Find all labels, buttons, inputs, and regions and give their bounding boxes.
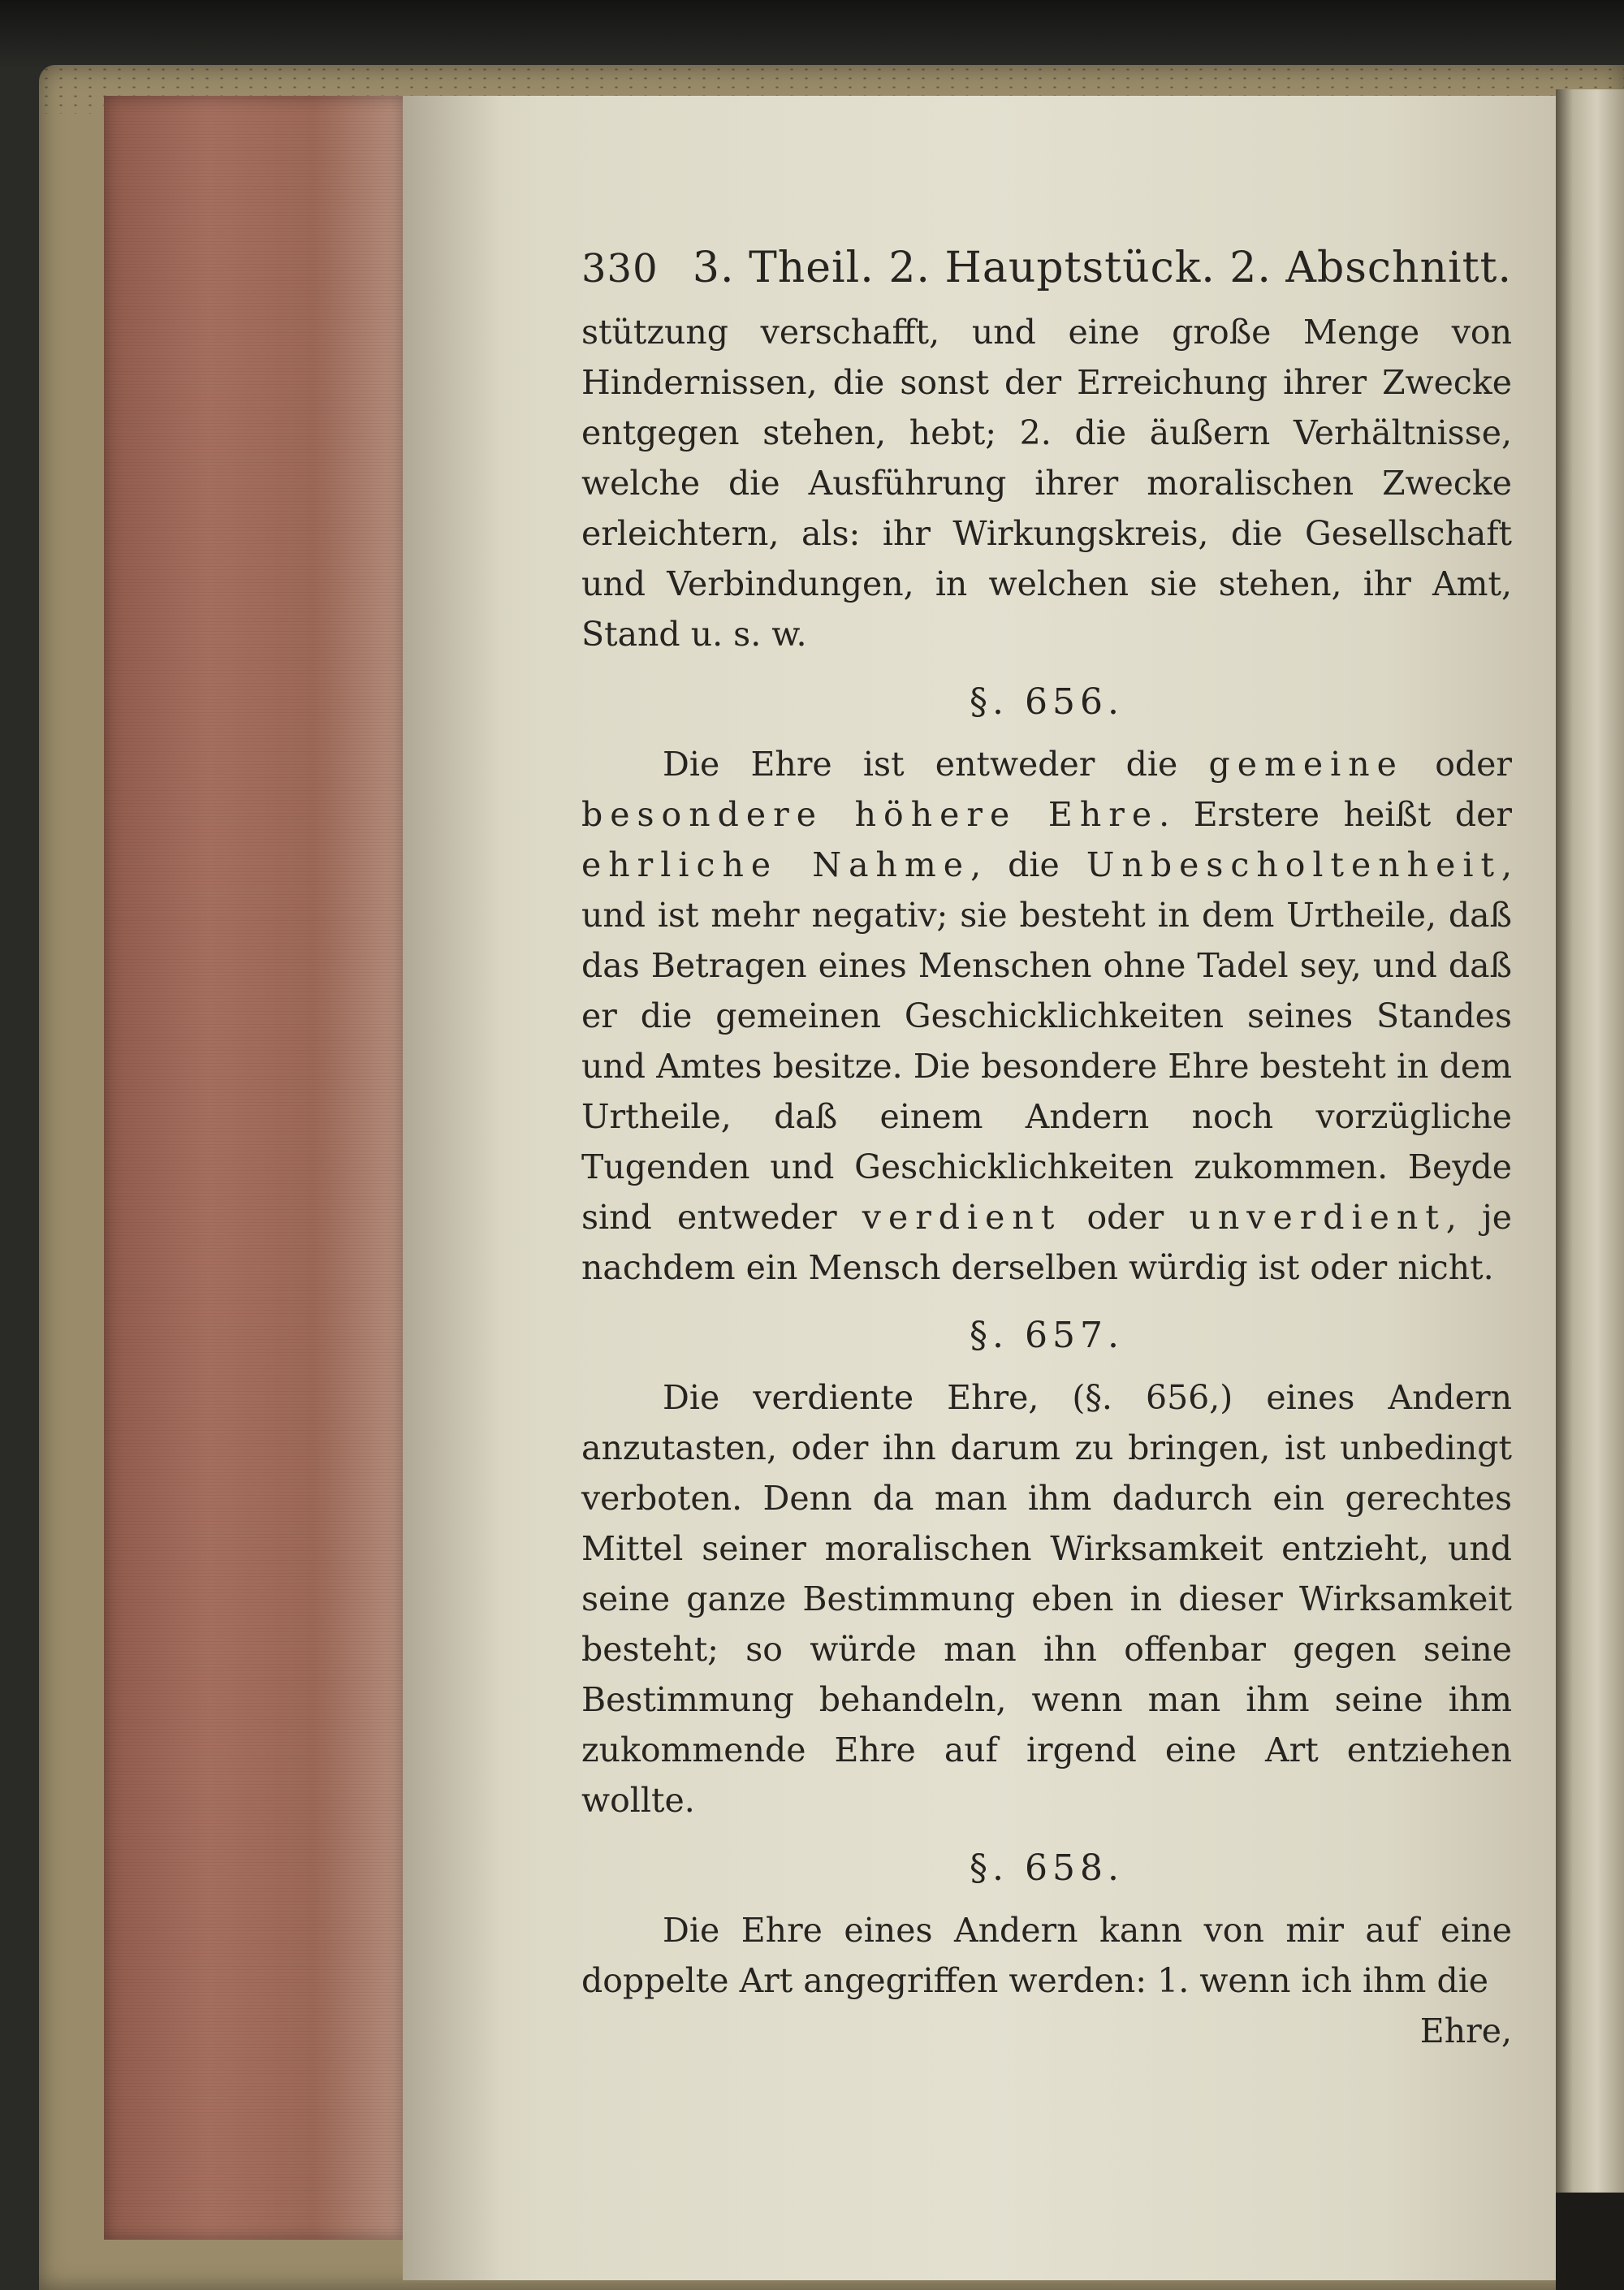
page-number: 330 [581, 246, 659, 292]
section-heading-658: §. 658. [970, 1847, 1124, 1889]
emphasis-verdient: verdient [862, 1198, 1062, 1237]
text-run: , je nachdem ein Mensch derselben würdig ist oder nicht. [581, 1198, 1513, 1287]
background-corner [1556, 2193, 1624, 2290]
text-run: Die Ehre ist entweder die [663, 745, 1209, 784]
emphasis-gemeine: gemeine [1208, 745, 1404, 784]
text-run: oder [1061, 1198, 1190, 1237]
background-top [0, 0, 1624, 73]
paragraph-657: Die verdiente Ehre, (§. 656,) eines Andern anzutasten, oder ihn darum zu bringen, ist unbedingt verboten. Denn da man ihm dadurch ein gerechtes Mittel seiner moralischen Wirksamkeit entzieht, und seine ganze Bestimmung eben in dieser Wirksamkeit besteht; so würde man ihn offenbar gegen seine Bestimmung behandeln, wenn man ihm seine ihm zukommende Ehre auf irgend eine Art entziehen wollte. [581, 1378, 1512, 1820]
emphasis-ehrliche-nahme: ehrliche Nahme [581, 845, 971, 884]
running-header [581, 244, 1512, 292]
paragraph-658: Die Ehre eines Andern kann von mir auf eine doppelte Art angegriffen werden: 1. wenn ich ihm die [581, 1911, 1512, 2000]
emphasis-besondere: besondere höhere Ehre [581, 795, 1160, 834]
text-run: oder [1403, 745, 1512, 784]
text-run: , die [970, 845, 1086, 884]
paragraph-continued: stützung verschafft, und eine große Menge von Hindernissen, die sonst der Erreichung ihrer Zwecke entgegen stehen, hebt; 2. die äußern Verhältnisse, welche die Ausführung ihrer moralischen Zwecke erleichtern, als: ihr Wirkungskreis, die Gesellschaft und Verbindungen, in welchen sie stehen, ihr Amt, Stand u. s. w. [581, 313, 1512, 654]
next-page-gutter [1556, 89, 1624, 2290]
section-heading-657: §. 657. [970, 1315, 1124, 1356]
page-edge-texture [104, 96, 404, 2240]
emphasis-unbescholtenheit: Unbescholtenheit [1086, 845, 1501, 884]
text-run: . Erstere heißt der [1159, 795, 1512, 834]
catchword: Ehre, [1419, 2011, 1512, 2050]
emphasis-unverdient: unverdient [1189, 1198, 1446, 1237]
page-text-block [581, 244, 1512, 2056]
paragraph-656 [581, 739, 1512, 1293]
section-heading-656: §. 656. [970, 681, 1124, 723]
running-title: 3. Theil. 2. Hauptstück. 2. Abschnitt. [692, 244, 1512, 292]
text-run: , und ist mehr negativ; sie besteht in dem Urtheile, daß das Betragen eines Menschen ohne Tadel sey, und daß er die gemeinen Geschicklichkeiten seines Standes und Amtes besitze. Die besondere Ehre besteht in dem Urtheile, daß einem Andern noch vorzügliche Tugenden und Geschicklichkeiten zukommen. Beyde sind entweder [581, 845, 1512, 1237]
page-shadow [403, 96, 500, 2280]
